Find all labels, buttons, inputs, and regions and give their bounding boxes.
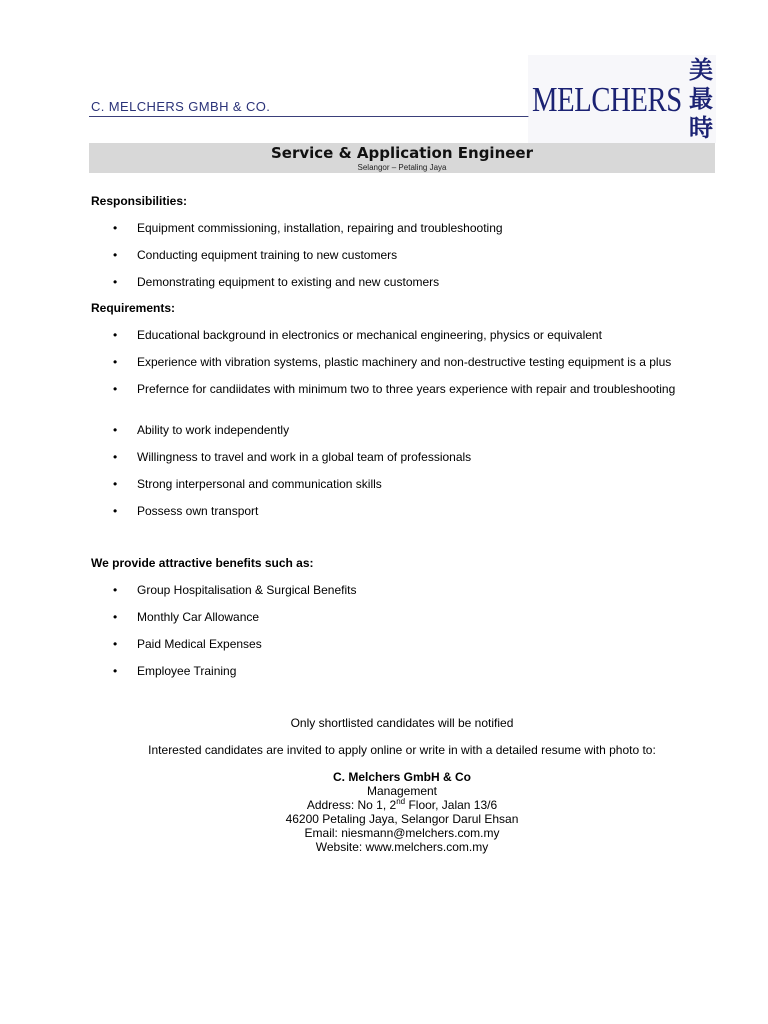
benefit-text: Monthly Car Allowance: [137, 610, 260, 624]
bullet-icon: •: [113, 504, 118, 518]
contact-address: [89, 798, 715, 812]
bullet-icon: •: [113, 423, 118, 437]
bullet-icon: •: [113, 355, 118, 369]
bullet-icon: •: [113, 275, 118, 289]
bullet-icon: •: [113, 382, 118, 396]
benefits-heading: We provide attractive benefits such as:: [91, 556, 314, 570]
logo-char: 時: [689, 113, 713, 142]
melchers-logo: [528, 55, 718, 145]
benefit-text: Paid Medical Expenses: [137, 637, 262, 651]
contact-department: Management: [366, 784, 438, 798]
logo-char: 最: [689, 84, 713, 113]
logo-chinese-characters: [686, 55, 716, 142]
header-rule: [89, 116, 529, 117]
contact-city: 46200 Petaling Jaya, Selangor Darul Ehsan: [285, 812, 519, 826]
requirements-heading: Requirements:: [91, 301, 176, 315]
address-prefix: Address: No 1, 2: [306, 798, 397, 812]
contact-website: Website: www.melchers.com.my: [315, 840, 489, 854]
requirement-text: Ability to work independently: [137, 423, 290, 437]
requirement-text: Strong interpersonal and communication skills: [137, 477, 382, 491]
benefit-text: Employee Training: [137, 664, 237, 678]
responsibility-text: Conducting equipment training to new customers: [137, 248, 398, 262]
bullet-icon: •: [113, 583, 118, 597]
bullet-icon: •: [113, 221, 118, 235]
requirement-text: Willingness to travel and work in a global team of professionals: [137, 450, 472, 464]
company-header: C. MELCHERS GMBH & CO.: [91, 99, 271, 114]
requirement-text: Experience with vibration systems, plastic machinery and non-destructive testing equipment is a plus: [137, 355, 672, 369]
title-bar: [89, 143, 715, 173]
responsibility-text: Equipment commissioning, installation, repairing and troubleshooting: [137, 221, 503, 235]
address-suffix: Floor, Jalan 13/6: [405, 798, 498, 812]
contact-email: Email: niesmann@melchers.com.my: [304, 826, 500, 840]
bullet-icon: •: [113, 450, 118, 464]
requirement-text: Educational background in electronics or mechanical engineering, physics or equivalent: [137, 328, 602, 342]
contact-company: C. Melchers GmbH & Co: [332, 770, 472, 784]
bullet-icon: •: [113, 477, 118, 491]
bullet-icon: •: [113, 610, 118, 624]
requirement-text: Prefernce for candiidates with minimum two to three years experience with repair and troubleshooting: [137, 382, 676, 396]
bullet-icon: •: [113, 637, 118, 651]
application-invite: Interested candidates are invited to apply online or write in with a detailed resume with photo to:: [148, 743, 656, 757]
requirement-text: Possess own transport: [137, 504, 259, 518]
responsibility-text: Demonstrating equipment to existing and new customers: [137, 275, 440, 289]
logo-wordmark: MELCHERS: [532, 80, 682, 119]
address-ordinal: nd: [396, 797, 406, 806]
bullet-icon: •: [113, 328, 118, 342]
bullet-icon: •: [113, 664, 118, 678]
responsibilities-heading: Responsibilities:: [91, 194, 188, 208]
benefit-text: Group Hospitalisation & Surgical Benefits: [137, 583, 357, 597]
bullet-icon: •: [113, 248, 118, 262]
logo-char: 美: [689, 55, 713, 84]
job-location: Selangor – Petaling Jaya: [357, 163, 447, 172]
shortlist-notice: Only shortlisted candidates will be notified: [290, 716, 514, 730]
job-title: Service & Application Engineer: [270, 144, 533, 162]
